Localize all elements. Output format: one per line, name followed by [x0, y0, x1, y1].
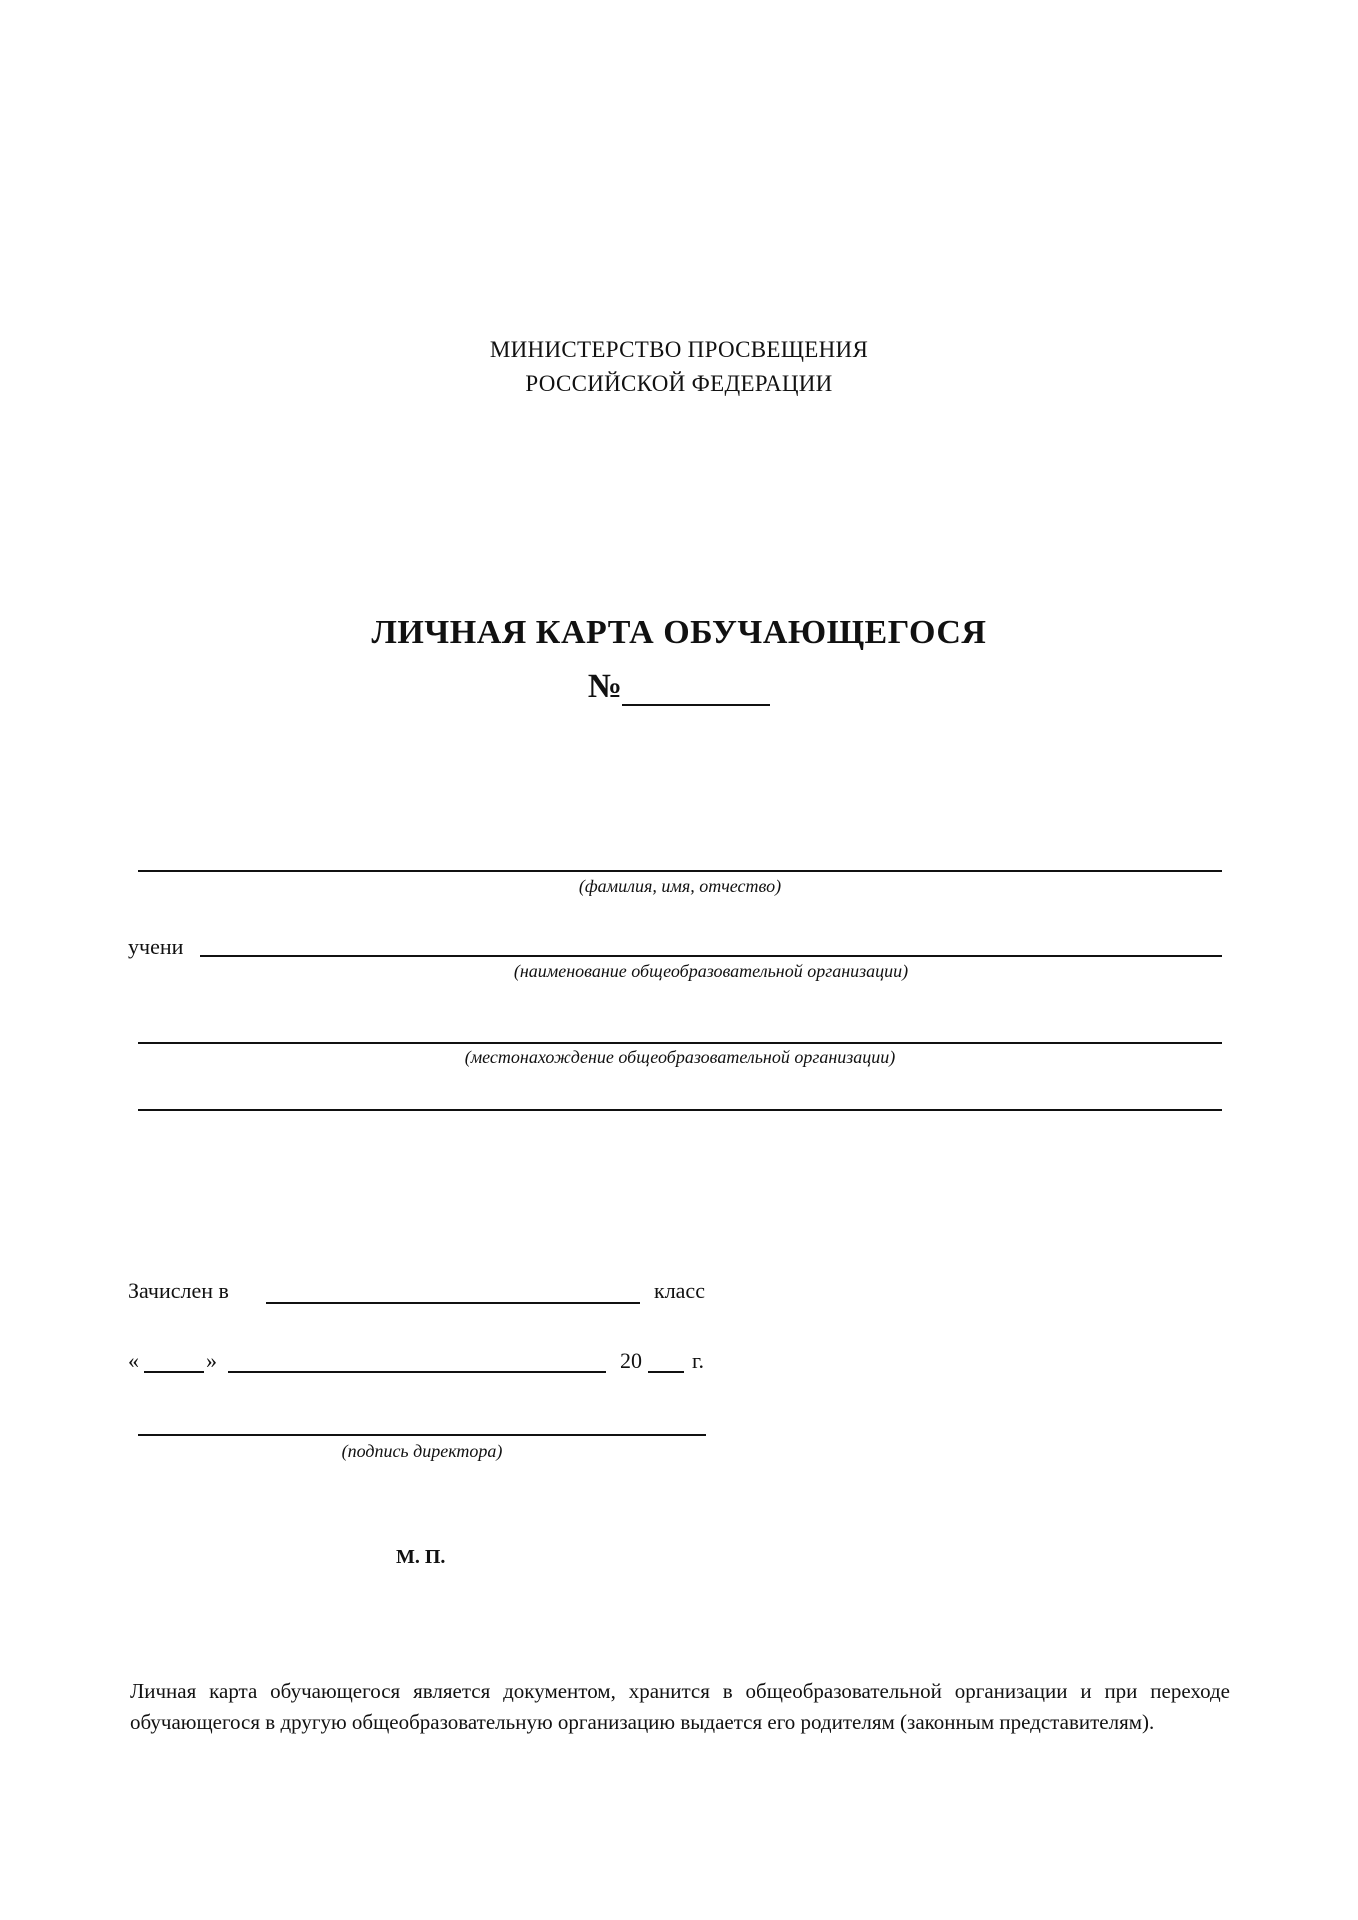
class-line[interactable]	[266, 1302, 640, 1304]
year-line[interactable]	[648, 1371, 684, 1373]
document-title: ЛИЧНАЯ КАРТА ОБУЧАЮЩЕГОСЯ	[371, 614, 987, 651]
director-signature-line[interactable]	[138, 1434, 706, 1436]
ministry-line-2: РОССИЙСКОЙ ФЕДЕРАЦИИ	[525, 371, 833, 396]
location-line[interactable]	[138, 1042, 1222, 1044]
ministry-name	[0, 333, 1358, 401]
number-sign: №	[587, 668, 623, 705]
date-quote-open: «	[128, 1348, 139, 1373]
card-number-blank[interactable]	[622, 670, 770, 706]
day-line[interactable]	[144, 1371, 204, 1373]
ministry-line-1: МИНИСТЕРСТВО ПРОСВЕЩЕНИЯ	[489, 337, 869, 362]
organization-line[interactable]	[200, 955, 1222, 957]
card-number-row	[0, 668, 1358, 706]
date-quote-close: »	[206, 1348, 217, 1373]
stamp-place: М. П.	[396, 1546, 446, 1568]
location-line-2[interactable]	[138, 1109, 1222, 1111]
month-line[interactable]	[228, 1371, 606, 1373]
organization-caption: (наименование общеобразовательной организации)	[513, 961, 909, 981]
year-prefix: 20	[620, 1348, 642, 1373]
class-label: класс	[654, 1278, 705, 1303]
year-suffix: г.	[692, 1348, 705, 1373]
director-signature-caption: (подпись директора)	[341, 1441, 503, 1461]
storage-note: Личная карта обучающегося является документом, хранится в общеобразовательной организации и при переходе обучающегося в другую общеобразовательную организацию выдается его родителям (законным представителям).	[130, 1679, 1230, 1734]
location-caption: (местонахождение общеобразовательной организации)	[464, 1047, 896, 1067]
fio-line[interactable]	[138, 870, 1222, 872]
student-label: учени	[128, 934, 184, 959]
enrolled-label: Зачислен в	[128, 1278, 229, 1303]
fio-caption: (фамилия, имя, отчество)	[578, 876, 782, 896]
